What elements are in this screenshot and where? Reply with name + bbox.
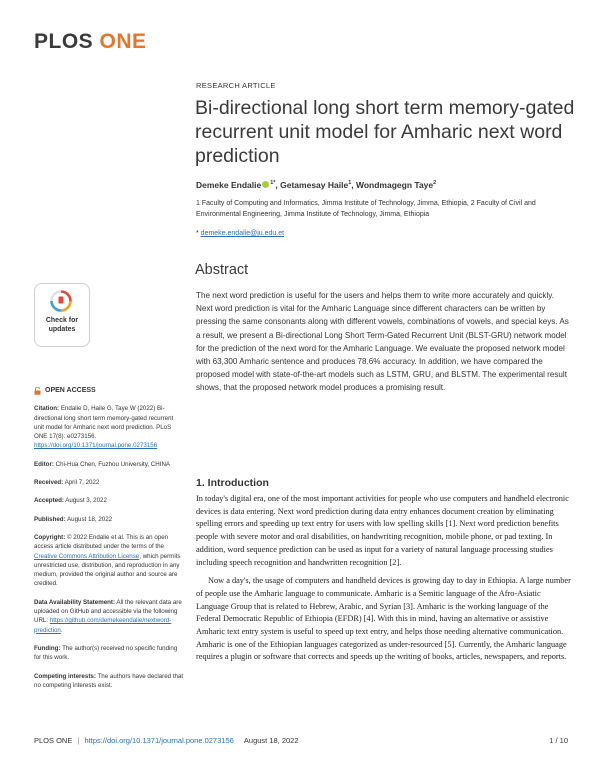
copyright-text-end: , which permits unrestricted use, distribution, and reproduction in any medium, provided the original author and source are credited. <box>34 552 181 588</box>
data-availability-text: All the relevant data are uploaded on GitHub and accessible via the following URL: <box>34 598 182 625</box>
footer-date: August 18, 2022 <box>243 736 299 745</box>
competing-interests-block <box>34 672 184 691</box>
received-label: Received: <box>34 479 64 487</box>
open-lock-icon <box>34 387 41 395</box>
email-link[interactable]: demeke.endalie@ju.edu.et <box>200 230 285 237</box>
author-separator: , <box>351 180 356 190</box>
citation-block <box>34 404 184 450</box>
footer-doi-link[interactable]: https://doi.org/10.1371/journal.pone.0273156 <box>84 736 234 745</box>
data-availability-end: . <box>60 626 63 634</box>
accepted-block <box>34 496 184 505</box>
introduction-body <box>196 493 572 664</box>
github-link[interactable]: https://github.com/demekeendalie/nextword-prediction <box>34 617 172 634</box>
author-list <box>196 180 436 190</box>
editor-text: Chi-Hua Chen, Fuzhou University, CHINA <box>53 460 171 468</box>
published-label: Published: <box>34 515 66 523</box>
section-heading-introduction: 1. Introduction <box>196 477 269 489</box>
copyright-label: Copyright: <box>34 533 66 541</box>
article-title: Bi-directional long short term memory-gated recurrent unit model for Amharic next word prediction <box>195 97 575 167</box>
funding-label: Funding: <box>34 644 61 652</box>
received-block <box>34 478 184 487</box>
paragraph: In today's digital era, one of the most important activities for people who use computers and handheld electronic devices is data entering. Next word prediction during data entry enhances document creation by eliminating spelling errors and speeding up text entry for users with low spelling skills [1]. Next word prediction benefits people with severe motor and oral disabilities, on handwriting recognition, mobile phone, or pad texting. In addition, word sequence prediction can be used as input for a variety of natural language processing studies including speech recognition and handwritten recognition [2]. <box>196 494 569 567</box>
orcid-icon[interactable] <box>262 181 269 188</box>
citation-label: Citation: <box>34 405 60 413</box>
author-name[interactable]: Demeke Endalie <box>196 180 262 190</box>
copyright-block <box>34 533 184 589</box>
author-separator: , <box>275 180 281 190</box>
article-info-sidebar <box>34 386 184 699</box>
open-access-label <box>34 386 184 395</box>
logo-plos: PLOS <box>34 30 94 53</box>
published-date: August 18, 2022 <box>65 515 113 523</box>
check-updates-line1: Check for <box>45 317 79 324</box>
editor-label: Editor: <box>34 460 54 468</box>
citation-doi-link[interactable]: https://doi.org/10.1371/journal.pone.0273156 <box>34 442 158 450</box>
funding-block <box>34 644 184 663</box>
accepted-label: Accepted: <box>34 497 64 505</box>
competing-interests-text: The authors have declared that no competing interests exist. <box>34 672 184 689</box>
check-for-updates-badge[interactable] <box>34 283 90 347</box>
author-affil-marker: 1 <box>348 180 352 187</box>
footer-separator: | <box>77 736 80 745</box>
accepted-date: August 3, 2022 <box>63 497 107 505</box>
author-name[interactable]: Getamesay Haile <box>280 180 349 190</box>
author-affil-marker: 2 <box>433 180 437 187</box>
crossmark-icon <box>50 290 72 312</box>
page-footer <box>34 736 568 745</box>
author-name[interactable]: Wondmagegn Taye <box>355 180 434 190</box>
abstract-text: The next word prediction is useful for the users and helps them to write more accurately and quickly. Next word prediction is vital for the Amharic Language since different characters can be written by pressing the same consonants along with different vowels, combinations of vowels, and special keys. As a result, we present a Bi-directional Long Short Term-Gated Recurrent Unit (BLST-GRU) network model for the prediction of the next word for the Amharic Language. We evaluate the proposed network model with 63,300 Amharic sentence and produces 78.6% accuracy. In addition, we have compared the proposed model with state-of-the-art models such as LSTM, GRU, and BLSTM. The experimental result shows, that the proposed network model produces a promising result. <box>196 291 569 393</box>
article-type: RESEARCH ARTICLE <box>196 81 276 90</box>
page-number: 1 / 10 <box>549 736 568 745</box>
data-availability-label: Data Availability Statement: <box>34 598 116 606</box>
corresponding-email <box>196 230 284 237</box>
received-date: April 7, 2022 <box>63 479 100 487</box>
footer-journal: PLOS ONE <box>34 736 73 745</box>
check-updates-line2: updates <box>48 325 76 333</box>
open-access-text: OPEN ACCESS <box>45 387 96 394</box>
editor-block <box>34 460 184 469</box>
published-block <box>34 515 184 524</box>
paragraph: Now a day's, the usage of computers and handheld devices is growing day to day in Ethiopia. A large number of people use the Amharic language to communicate. Amharic is a Semitic language of the Afro-Asiatic Language Group that is related to Hebrew, Arabic, and Syrian [3]. Amharic is the working language of the Federal Democratic Republic of Ethiopia (EFDR) [4]. With this in mind, having an alternative or assistive Amharic text entry system is useful to speed up text entry, and helps those needing alternative communication. Amharic is one of the Ethiopian languages categorized as under-resourced [5]. Currently, the Amharic language requires a plugin or software that corrects and speeds up the writing of books, articles, newspapers, and reports. <box>196 576 571 662</box>
citation-text: Endalie D, Haile G, Taye W (2022) Bi-directional long short term memory-gated recurrent unit model for Amharic next word prediction. PLoS ONE 17(8): e0273156. <box>34 405 174 441</box>
check-for-updates-label <box>35 317 89 334</box>
abstract-heading: Abstract <box>195 262 249 278</box>
author-affil-marker: 1* <box>270 180 276 187</box>
email-marker: * <box>196 230 201 237</box>
funding-text: The author(s) received no specific funding for this work. <box>34 644 178 662</box>
plos-one-logo[interactable] <box>34 30 147 54</box>
license-link[interactable]: Creative Commons Attribution License <box>34 552 140 560</box>
competing-interests-label: Competing interests: <box>34 672 96 680</box>
copyright-text: © 2022 Endalie et al. This is an open access article distributed under the terms of the <box>34 533 169 551</box>
data-availability-block <box>34 598 184 635</box>
logo-one: ONE <box>99 30 147 53</box>
footer-citation <box>34 736 299 745</box>
affiliations: 1 Faculty of Computing and Informatics, Jimma Institute of Technology, Jimma, Ethiopia, 2 Faculty of Civil and Environmental Engineering, Jimma Institute of Technology, Jimma, Ethiopia <box>196 200 536 218</box>
